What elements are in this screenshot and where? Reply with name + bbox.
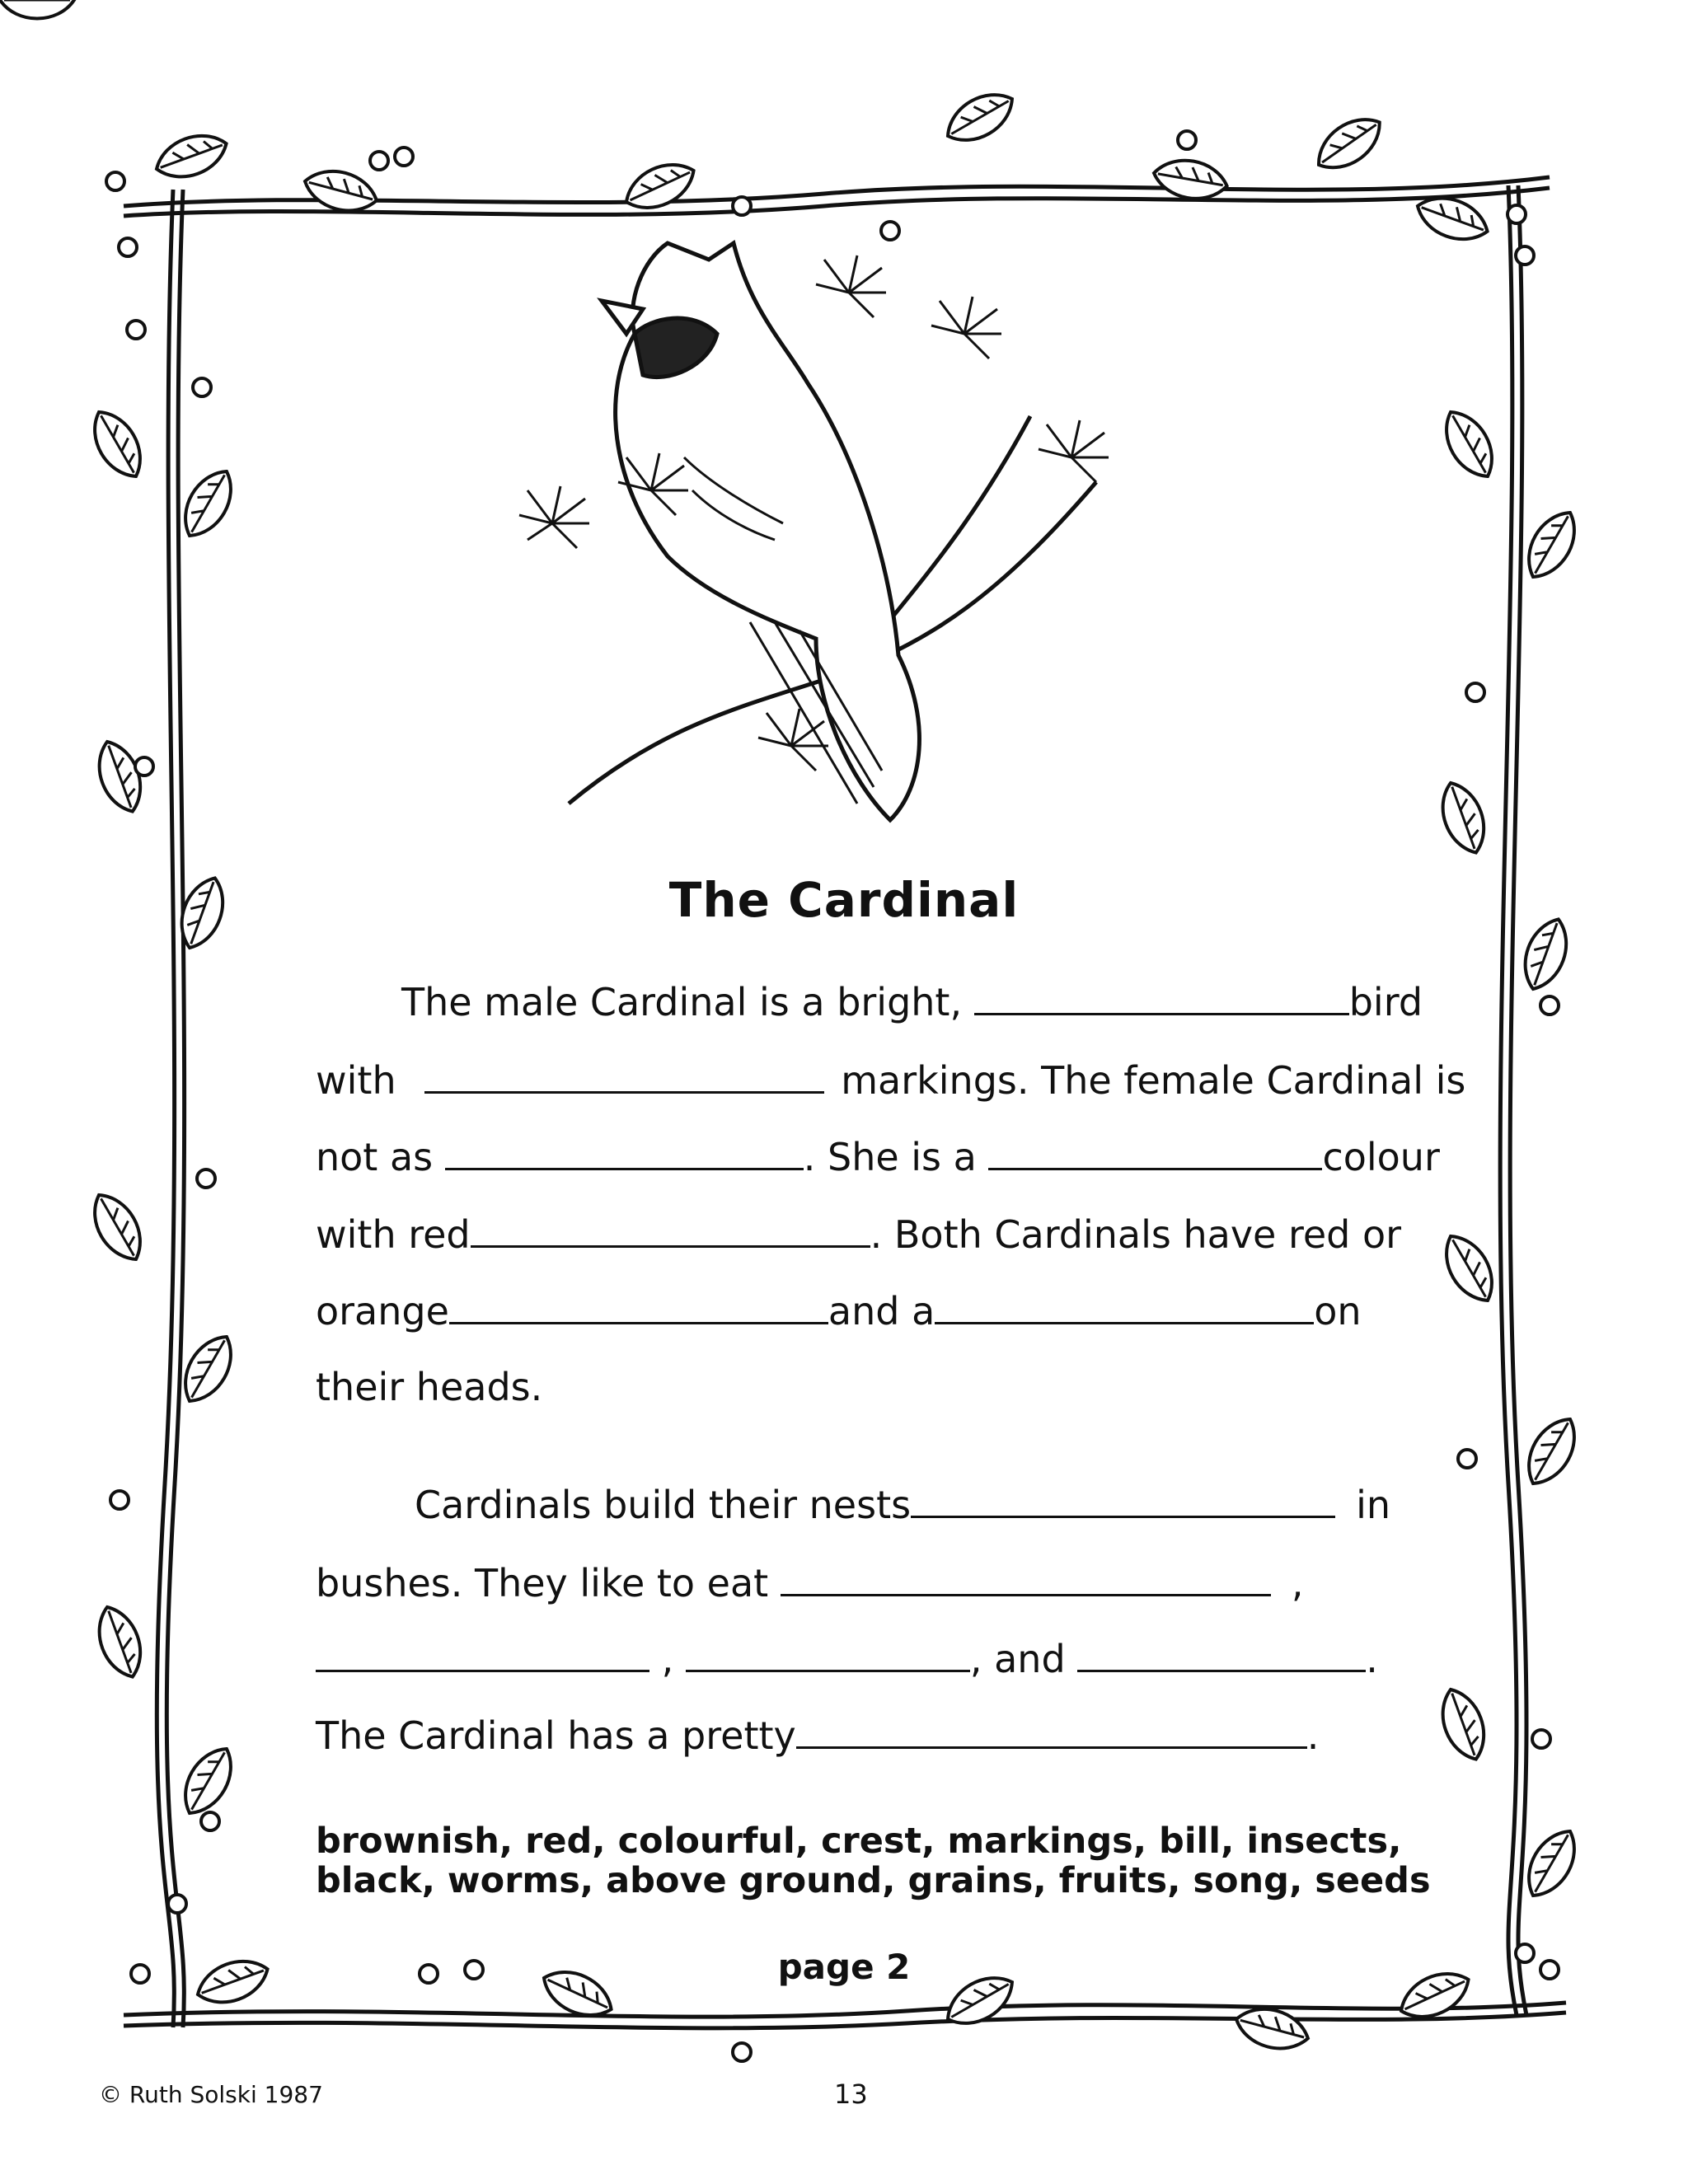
p2-line-2-text-b: ,	[1291, 1561, 1304, 1605]
p2-line-4	[316, 1710, 1319, 1759]
p2-line-3-text-c: .	[1366, 1637, 1378, 1681]
p1-line-4	[316, 1209, 1401, 1258]
cardinal-illustration	[503, 210, 1162, 861]
p1-line-6-text-a: their heads.	[316, 1365, 543, 1409]
blank-12[interactable]	[1077, 1633, 1366, 1672]
p2-line-3-text-b: , and	[969, 1637, 1066, 1681]
blank-7[interactable]	[935, 1286, 1314, 1324]
p2-line-3-text-a: ,	[661, 1637, 674, 1681]
p2-line-1-text-b: in	[1356, 1483, 1391, 1527]
blank-2[interactable]	[424, 1055, 824, 1094]
p1-line-3-text-b: . She is a	[803, 1135, 977, 1179]
blank-1[interactable]	[974, 977, 1349, 1015]
page-number: 13	[834, 2079, 868, 2110]
p1-line-3-text-c: colour	[1322, 1135, 1440, 1179]
p2-line-1	[415, 1479, 1390, 1528]
p2-line-4-text-a: The Cardinal has a pretty	[316, 1713, 796, 1758]
p1-line-2-text-b: markings. The female Cardinal is	[841, 1058, 1466, 1103]
p1-line-5-text-c: on	[1314, 1289, 1362, 1333]
p2-line-2-text-a: bushes. They like to eat	[316, 1561, 769, 1605]
p1-line-3	[316, 1132, 1440, 1180]
p1-line-2	[316, 1055, 1465, 1104]
word-bank-line-1: brownish, red, colourful, crest, markings, bill, insects,	[316, 1821, 1402, 1862]
p1-line-2-text-a: with	[316, 1058, 396, 1103]
word-bank	[316, 1821, 1431, 1900]
blank-10[interactable]	[316, 1633, 649, 1672]
page-label: page 2	[777, 1947, 911, 1987]
word-bank-line-2: black, worms, above ground, grains, fruits, song, seeds	[316, 1860, 1431, 1901]
p1-line-3-text-a: not as	[316, 1135, 434, 1179]
blank-6[interactable]	[449, 1286, 828, 1324]
blank-5[interactable]	[471, 1209, 870, 1248]
p2-line-3	[316, 1633, 1378, 1682]
p2-line-4-text-b: .	[1306, 1713, 1320, 1758]
p1-line-5-text-b: and a	[828, 1289, 935, 1333]
blank-11[interactable]	[686, 1633, 970, 1672]
p2-line-2	[316, 1558, 1303, 1606]
p1-line-1-text-a: The male Cardinal is a bright,	[401, 980, 963, 1024]
p1-line-5-text-a: orange	[316, 1289, 449, 1333]
blank-8[interactable]	[911, 1479, 1335, 1518]
p2-line-1-text-a: Cardinals build their nests	[415, 1483, 912, 1527]
copyright-notice: © Ruth Solski 1987	[99, 2081, 323, 2108]
worksheet-title: The Cardinal	[668, 872, 1020, 928]
p1-line-1	[401, 977, 1423, 1025]
blank-3[interactable]	[445, 1132, 804, 1170]
p1-line-5	[316, 1286, 1362, 1334]
blank-13[interactable]	[796, 1710, 1307, 1749]
p1-line-4-text-a: with red	[316, 1212, 471, 1257]
p1-line-6	[316, 1364, 542, 1410]
blank-4[interactable]	[988, 1132, 1322, 1170]
p1-line-4-text-b: . Both Cardinals have red or	[870, 1212, 1402, 1257]
blank-9[interactable]	[781, 1558, 1271, 1596]
p1-line-1-text-b: bird	[1348, 980, 1423, 1024]
